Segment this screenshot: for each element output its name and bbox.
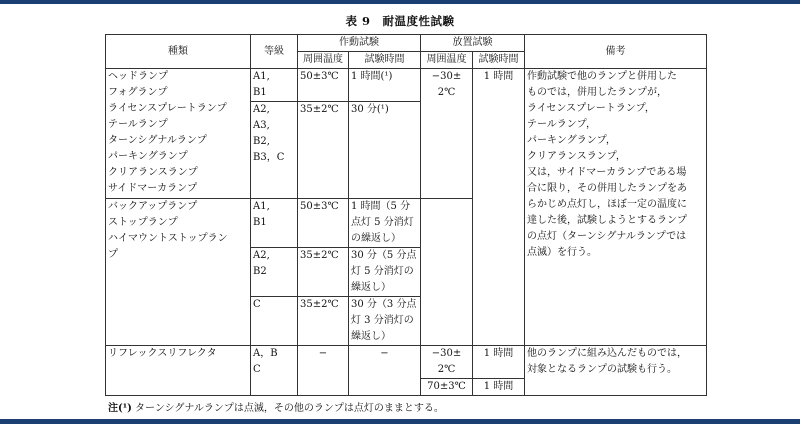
- op-time-line: 灯 5 分消灯の: [351, 266, 414, 277]
- remarks-line: パーキングランプ，: [527, 135, 616, 146]
- grade-value: A2,: [253, 250, 270, 261]
- grade-value: B1: [253, 217, 267, 228]
- st-time-cell: 1 時間: [473, 379, 525, 396]
- op-temp-cell: 50±3℃: [298, 199, 349, 248]
- st-temp-cell: [421, 69, 473, 199]
- table-title: 表 9 耐温度性試験: [345, 14, 455, 28]
- grade-cell: [251, 346, 298, 396]
- grade-cell: [251, 102, 298, 199]
- op-temp-cell: −: [298, 346, 349, 396]
- remarks-line: らかじめ点灯し，ほぼ一定の温度に: [527, 199, 687, 210]
- remarks-cell: [525, 69, 707, 346]
- grade-value: A3,: [253, 120, 270, 131]
- grade-value: B2: [253, 266, 267, 277]
- header-operation-test: 作動試験: [298, 35, 421, 52]
- remarks-line: 他のランプに組み込んだものでは，: [527, 348, 687, 359]
- lamp-type: ハイマウントストップラン: [108, 233, 228, 244]
- grade-value: C: [253, 364, 261, 375]
- op-time-cell: [349, 248, 421, 297]
- remarks-line: テールランプ，: [527, 119, 596, 130]
- remarks-cell: [525, 346, 707, 396]
- grade-value: A2,: [253, 104, 270, 115]
- lamp-type: バックアップランプ: [108, 201, 198, 212]
- st-temp-value: −30±: [431, 71, 462, 82]
- grade-value: A1,: [253, 201, 270, 212]
- st-time-cell: 1 時間: [473, 69, 525, 346]
- lamp-type-list: [106, 69, 251, 199]
- grade-cell: [251, 199, 298, 248]
- op-time-line: 30 分（3 分点: [351, 299, 417, 310]
- header-remarks: 備考: [525, 35, 707, 69]
- remarks-line: の点灯（ターンシグナルランプでは: [527, 231, 687, 242]
- footnote-text: ターンシグナルランプは点滅，その他のランプは点灯のままとする。: [135, 403, 444, 414]
- remarks-line: 点滅）を行う。: [527, 247, 597, 258]
- op-time-line: 繰返し）: [351, 331, 391, 342]
- lamp-type: ヘッドランプ: [108, 71, 168, 82]
- op-time-line: 30 分（5 分点: [351, 250, 417, 261]
- st-temp-cell: 70±3℃: [421, 379, 473, 396]
- table-row: [106, 69, 707, 102]
- grade-value: B2,: [253, 136, 270, 147]
- op-time-cell: [349, 297, 421, 346]
- op-temp-cell: 35±2℃: [298, 102, 349, 199]
- st-temp-value: 2℃: [437, 364, 456, 375]
- op-time-line: 繰返し）: [351, 282, 391, 293]
- op-time-line: の繰返し）: [351, 233, 401, 244]
- lamp-type: サイドマーカランプ: [108, 183, 198, 194]
- lamp-type-list: [106, 199, 251, 346]
- remarks-line: 又は，サイドマーカランプである場: [527, 167, 687, 178]
- header-standing-test: 放置試験: [421, 35, 525, 52]
- grade-cell: [251, 297, 298, 346]
- grade-value: B3，C: [253, 152, 285, 163]
- header-st-test-time: 試験時間: [473, 52, 525, 69]
- temperature-resistance-table: [105, 34, 707, 396]
- footnote: [108, 399, 444, 414]
- top-border-bar: [0, 0, 800, 4]
- table-row: [106, 346, 707, 379]
- op-time-cell: 30 分(¹): [349, 102, 421, 199]
- op-temp-cell: 50±3℃: [298, 69, 349, 102]
- remarks-line: クリアランスランプ，: [527, 151, 626, 162]
- op-temp-cell: 35±2℃: [298, 297, 349, 346]
- lamp-type: リフレックスリフレクタ: [106, 346, 251, 396]
- remarks-line: ライセンスプレートランプ，: [527, 103, 655, 114]
- header-op-test-time: 試験時間: [349, 52, 421, 69]
- grade-cell: [251, 69, 298, 102]
- lamp-type: ターンシグナルランプ: [108, 135, 207, 146]
- st-time-cell: 1 時間: [473, 346, 525, 379]
- lamp-type: フォグランプ: [108, 87, 168, 98]
- grade-value: A，B: [253, 348, 278, 359]
- remarks-line: 対象となるランプの試験も行う。: [527, 364, 677, 375]
- op-time-cell: [349, 199, 421, 248]
- lamp-type: プ: [108, 249, 118, 260]
- op-time-line: 灯 3 分消灯の: [351, 315, 414, 326]
- grade-value: B1: [253, 87, 267, 98]
- lamp-type: ストップランプ: [108, 217, 178, 228]
- grade-cell: [251, 248, 298, 297]
- op-time-cell: 1 時間(¹): [349, 69, 421, 102]
- st-temp-value: −30±: [431, 348, 462, 359]
- op-time-line: 点灯 5 分消灯: [351, 217, 414, 228]
- grade-value: C: [253, 299, 261, 310]
- bottom-border-bar: [0, 419, 800, 424]
- op-time-line: 1 時間（5 分: [351, 201, 411, 212]
- header-st-ambient-temp: 周囲温度: [421, 52, 473, 69]
- remarks-line: ものでは，併用したランプが，: [527, 87, 667, 98]
- header-grade: 等級: [251, 35, 298, 69]
- lamp-type: ライセンスプレートランプ: [108, 103, 227, 114]
- footnote-label: 注(¹): [108, 403, 132, 414]
- op-time-cell: −: [349, 346, 421, 396]
- lamp-type: パーキングランプ: [108, 151, 188, 162]
- lamp-type: クリアランスランプ: [108, 167, 198, 178]
- st-temp-cell-empty: [421, 199, 473, 346]
- st-temp-value: 2℃: [437, 87, 456, 98]
- remarks-line: 合に限り，その併用したランプをあ: [527, 183, 687, 194]
- remarks-line: 達した後，試験しようとするランプ: [527, 215, 687, 226]
- remarks-line: 作動試験で他のランプと併用した: [527, 71, 677, 82]
- op-temp-cell: 35±2℃: [298, 248, 349, 297]
- lamp-type: テールランプ: [108, 119, 168, 130]
- header-type: 種類: [106, 35, 251, 69]
- grade-value: A1,: [253, 71, 270, 82]
- header-op-ambient-temp: 周囲温度: [298, 52, 349, 69]
- st-temp-cell: [421, 346, 473, 379]
